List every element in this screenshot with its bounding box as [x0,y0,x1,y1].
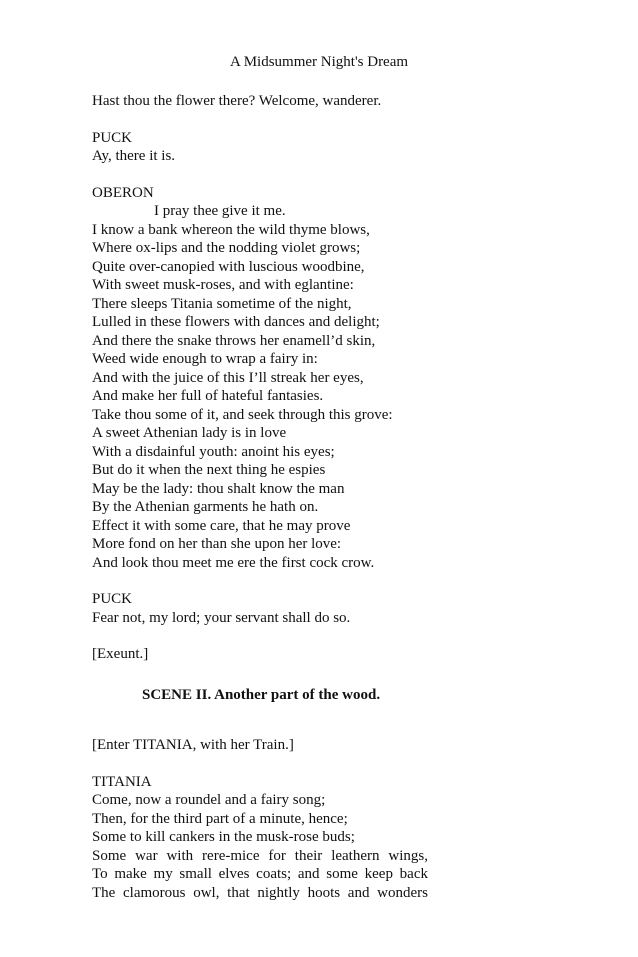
spacer [92,722,612,736]
scene-heading: SCENE II. Another part of the wood. [142,686,381,703]
verse-line: Effect it with some care, that he may prove [92,517,351,534]
stage-direction: [Enter TITANIA, with her Train.] [92,737,294,753]
speaker-name-oberon: OBERON [92,184,154,201]
verse-line: I know a bank whereon the wild thyme blows, [92,221,370,238]
verse-line: Quite over-canopied with luscious woodbine, [92,258,365,275]
speaker-name-titania: TITANIA [92,773,152,790]
verse-line: Where ox-lips and the nodding violet grows; [92,240,361,256]
verse-line: And there the snake throws her enamell’d skin, [92,332,376,349]
verse-line: With sweet musk-roses, and with eglantine: [92,277,354,293]
speaker-name-puck: PUCK [92,129,133,146]
running-header [0,54,638,71]
titania-speech [92,791,612,902]
verse-line: With a disdainful youth: anoint his eyes; [92,443,335,460]
spacer [92,755,612,773]
verse-line: Ay, there it is. [92,148,176,164]
spacer [92,664,612,682]
verse-line: But do it when the next thing he espies [92,462,326,478]
verse-line: Lulled in these flowers with dances and delight; [92,314,380,330]
verse-line: Take thou some of it, and seek through this grove: [92,406,393,423]
verse-line: A sweet Athenian lady is in love [92,425,287,441]
verse-line: To make my small elves coats; and some keep back [92,866,428,882]
verse-line: Come, now a roundel and a fairy song; [92,792,326,808]
verse-line: Some to kill cankers in the musk-rose buds; [92,829,355,845]
verse-line: And look thou meet me ere the first cock crow. [92,554,375,571]
spacer [92,111,612,129]
verse-line-indented: I pray thee give it me. [154,203,286,219]
verse-line: Weed wide enough to wrap a fairy in: [92,351,318,367]
verse-line: And with the juice of this I’ll streak her eyes, [92,369,364,386]
verse-line: There sleeps Titania sometime of the night, [92,295,352,312]
spacer [92,704,612,722]
speaker-name-puck: PUCK [92,591,133,607]
verse-line: Then, for the third part of a minute, hence; [92,810,348,827]
spacer [92,627,612,645]
running-header-title: A Midsummer Night's Dream [229,54,409,70]
verse-line: Hast thou the flower there? Welcome, wanderer. [92,93,382,109]
verse-line: More fond on her than she upon her love: [92,536,342,552]
verse-line: And make her full of hateful fantasies. [92,388,324,404]
verse-line: Some war with rere-mice for their leathern wings, [92,847,428,864]
play-text [92,92,612,902]
verse-line: By the Athenian garments he hath on. [92,499,319,515]
verse-line: Fear not, my lord; your servant shall do so. [92,609,351,626]
verse-line: The clamorous owl, that nightly hoots and wonders [92,884,428,901]
spacer [92,166,612,184]
verse-line: May be the lady: thou shalt know the man [92,480,345,497]
oberon-speech [92,221,612,573]
spacer [92,572,612,590]
stage-direction: [Exeunt.] [92,646,149,662]
